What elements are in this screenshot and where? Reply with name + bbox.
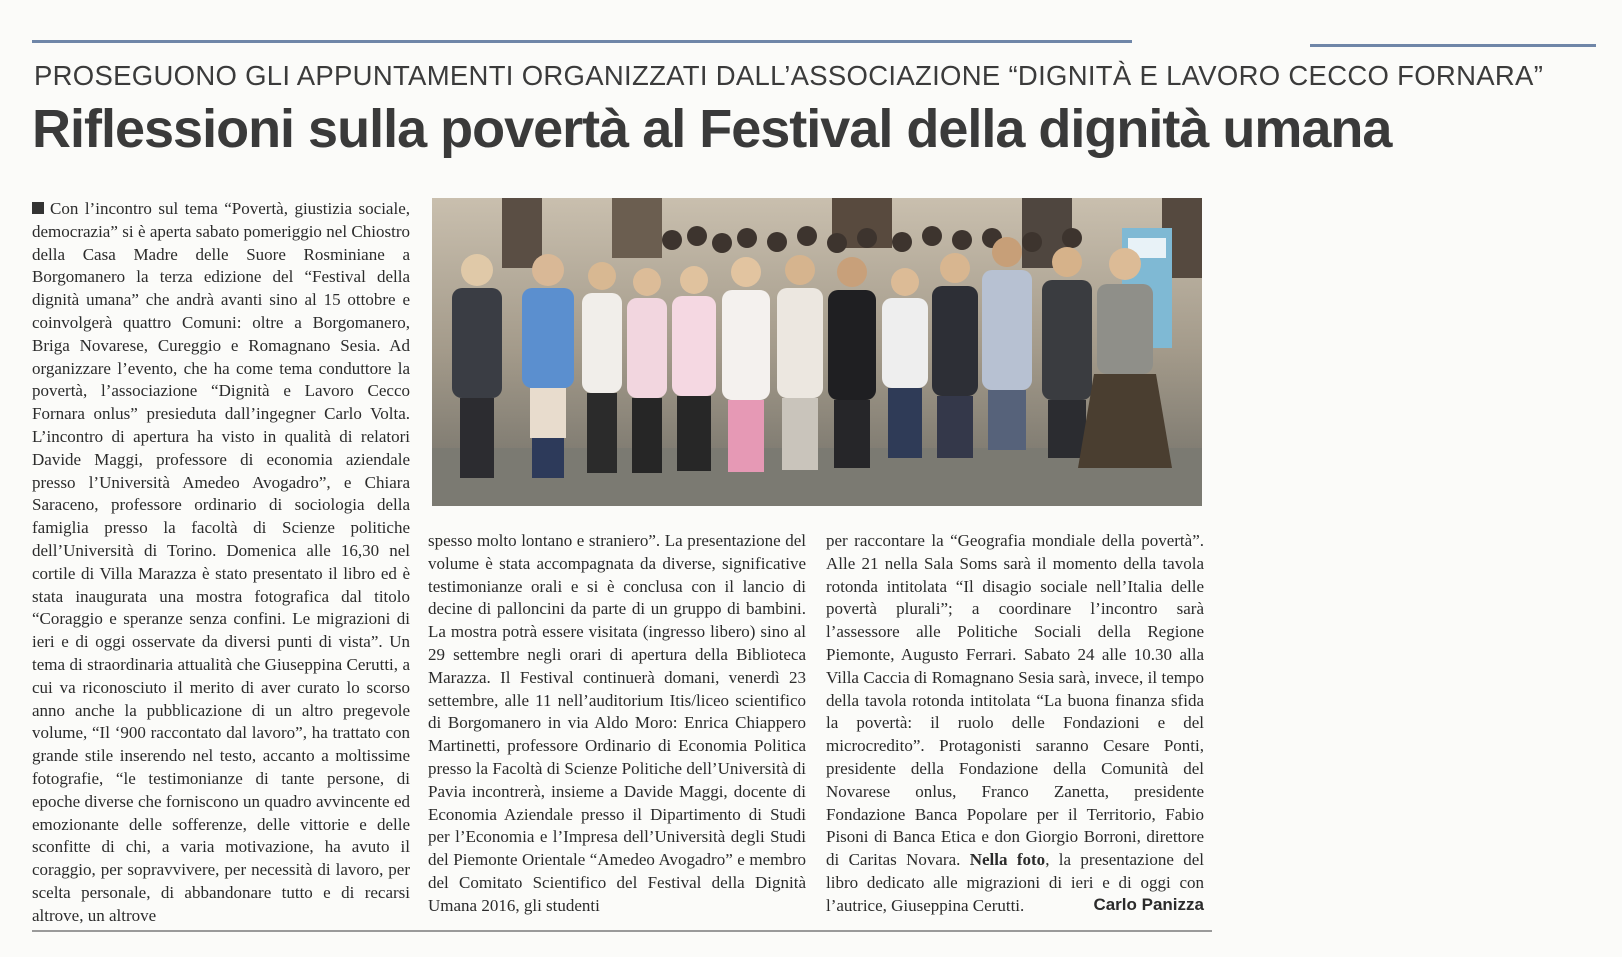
square-bullet-icon xyxy=(32,202,44,214)
photo-caption-text: , la presentazione del libro dedicato alle migrazioni di ieri e di oggi con l’autrice, Giuseppina Cerutti. xyxy=(826,850,1204,915)
article-column-3 xyxy=(826,530,1204,918)
group-photo-image xyxy=(432,198,1202,506)
top-rule xyxy=(32,40,1132,43)
article-column-1 xyxy=(32,198,410,928)
group-photo xyxy=(432,198,1202,506)
headline: Riflessioni sulla povertà al Festival della dignità umana xyxy=(32,99,1392,159)
author-byline: Carlo Panizza xyxy=(1093,895,1204,914)
top-rule-right xyxy=(1310,44,1596,47)
article-column-3-text: per raccontare la “Geografia mondiale della povertà”. Alle 21 nella Sala Soms sarà il momento della tavola rotonda intitolata “Il disagio sociale nell’Italia delle povertà plurali”; a coordinare l’incontro sarà l’assessore alle Politiche Sociali della Regione Piemonte, Augusto Ferrari. Sabato 24 alle 10.30 alla Villa Caccia di Romagnano Sesia sarà, invece, il tempo della tavola rotonda intitolata “La buona finanza sfida la povertà: il ruolo delle Fondazioni e del microcredito”. Protagonisti saranno Cesare Ponti, presidente della Fondazione della Comunità del Novarese onlus, Franco Zanetta, presidente Fondazione Banca Popolare per il Territorio, Fabio Pisoni di Banca Etica e don Giorgio Borroni, direttore di Caritas Novara. xyxy=(826,531,1204,870)
photo-caption-label: Nella foto xyxy=(969,850,1046,870)
bottom-rule xyxy=(32,930,1212,932)
kicker: PROSEGUONO GLI APPUNTAMENTI ORGANIZZATI DALL’ASSOCIAZIONE “DIGNITÀ E LAVORO CECCO FORNARA” xyxy=(34,60,1544,91)
article-column-2: spesso molto lontano e straniero”. La presentazione del volume è stata accompagnata da diverse, significative testimonianze orali e si è conclusa con il lancio di decine di palloncini da parte di un gruppo di bambini. La mostra potrà essere visitata (ingresso libero) sino al 29 settembre negli orari di apertura della Biblioteca Marazza. Il Festival continuerà domani, venerdì 23 settembre, alle 11 nell’auditorium Itis/liceo scientifico di Borgomanero in via Aldo Moro: Enrica Chiappero Martinetti, professore Ordinario di Economia Politica presso la Facoltà di Scienze Politiche dell’Università di Pavia incontrerà, insieme a Davide Maggi, docente di Economia Aziendale presso il Dipartimento di Studi per l’Economia e l’Impresa dell’Università degli Studi del Piemonte Orientale “Amedeo Avogadro” e membro del Comitato Scientifico del Festival della Dignità Umana 2016, gli studenti xyxy=(428,531,806,915)
article-column-1-text: Con l’incontro sul tema “Povertà, giustizia sociale, democrazia” si è aperta sabato pomeriggio nel Chiostro della Casa Madre delle Suore Rosminiane a Borgomanero la terza edizione del “Festival della dignità umana” che andrà avanti sino al 15 ottobre e coinvolgerà quattro Comuni: oltre a Borgomanero, Briga Novarese, Cureggio e Romagnano Sesia. Ad organizzare l’evento, che ha come tema conduttore la povertà, l’associazione “Dignità e Lavoro Cecco Fornara onlus” presieduta dall’ingegner Carlo Volta. L’incontro di apertura ha visto in qualità di relatori Davide Maggi, professore di economia aziendale presso l’Università Amedeo Avogadro”, e Chiara Saraceno, professore ordinario di sociologia della famiglia presso la facoltà di Scienze politiche dell’Università di Torino. Domenica alle 16,30 nel cortile di Villa Marazza è stato presentato il libro ed è stata inaugurata una mostra fotografica dal titolo “Coraggio e speranze senza confini. Le migrazioni di ieri e di oggi osservate da diversi punti di vista”. Un tema di straordinaria attualità che Giuseppina Cerutti, a cui va riconosciuto il merito di aver curato lo scorso anno anche la pubblicazione di un altro pregevole volume, “Il ‘900 raccontato dal lavoro”, ha trattato con grande stile inserendo nel testo, accanto a moltissime fotografie, “le testimonianze di tante persone, di epoche diverse che forniscono un quadro avvincente ed emozionante delle sofferenze, delle vittorie e delle sconfitte di chi, a varia motivazione, ha avuto il coraggio, per sopravvivere, per necessità di lavoro, per scelta personale, di abbandonare tutto e di recarsi altrove, un altrove xyxy=(32,199,410,925)
